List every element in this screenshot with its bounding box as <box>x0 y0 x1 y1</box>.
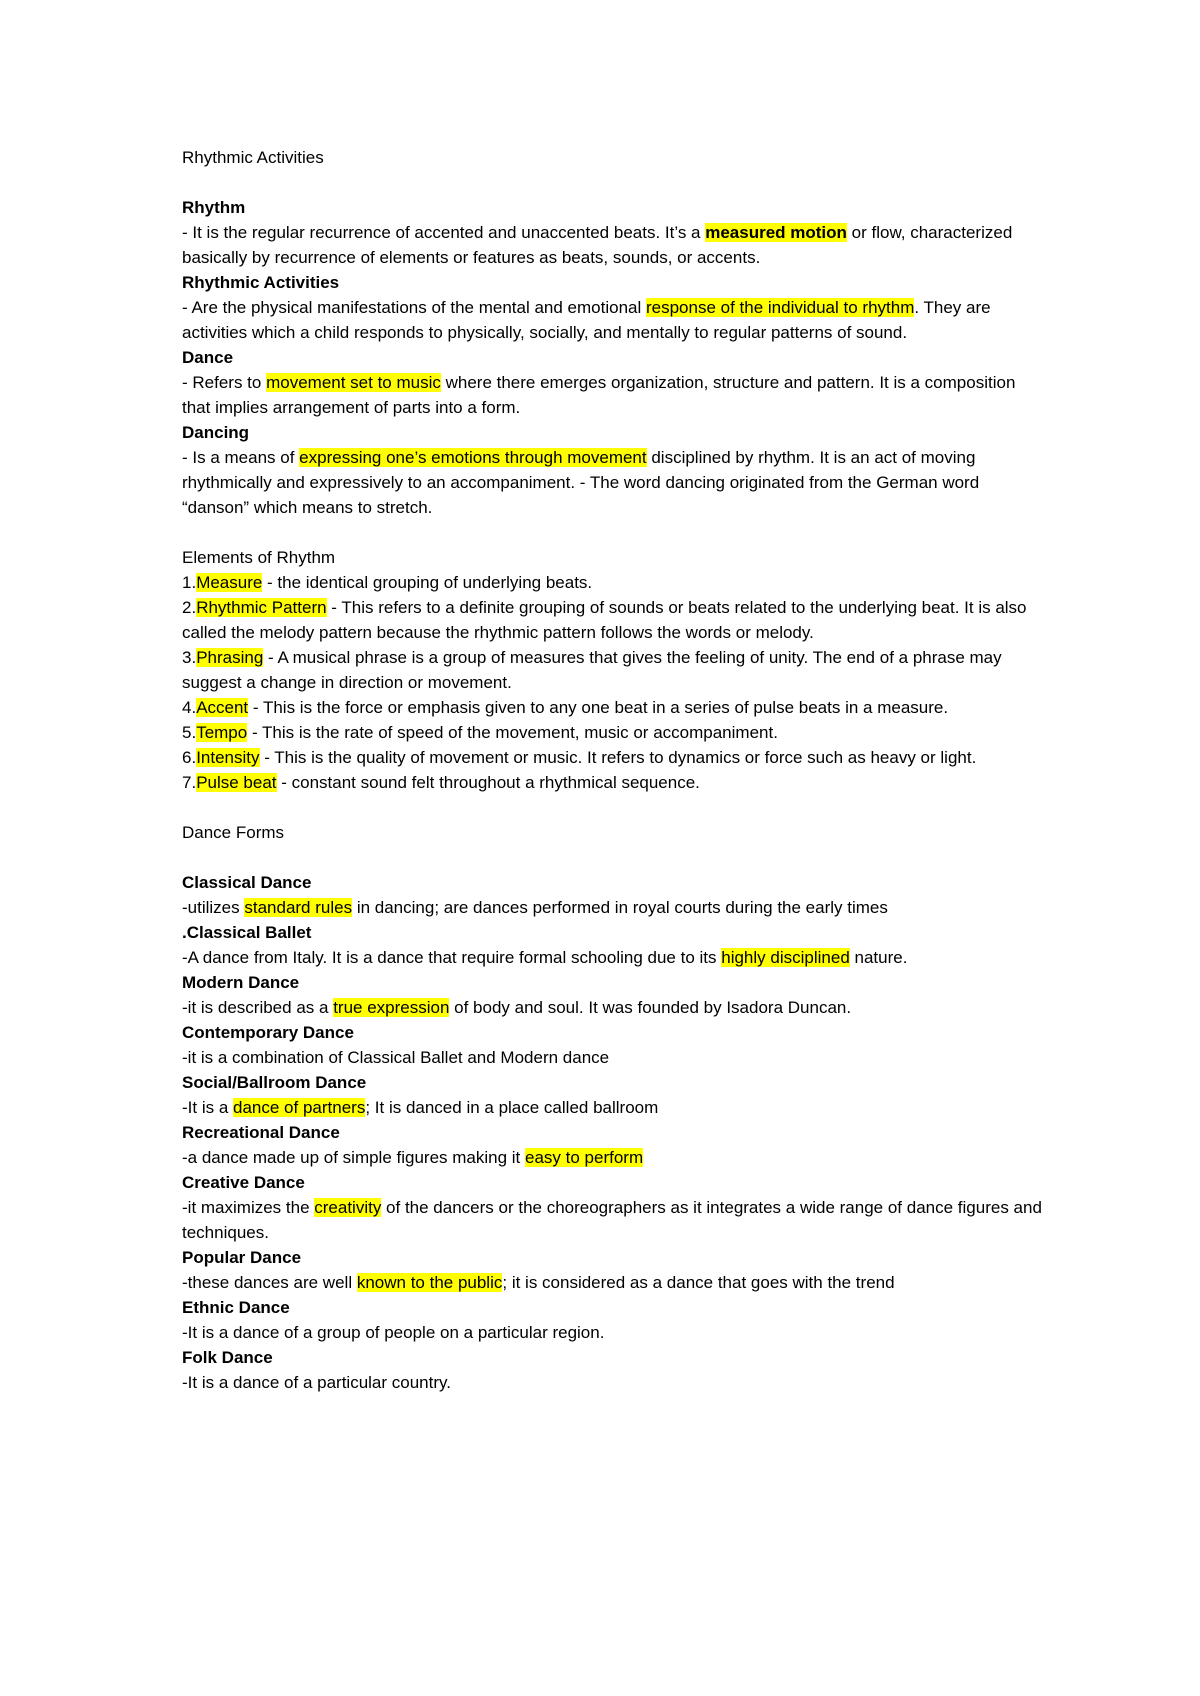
document-page <box>182 145 1042 1395</box>
element-term: Phrasing <box>196 648 264 667</box>
element-term: Pulse beat <box>196 773 277 792</box>
dance-form-name: .Classical Ballet <box>182 923 312 942</box>
dance-form-text-2: in dancing; are dances performed in royal courts during the early times <box>352 898 888 917</box>
element-item <box>182 645 1042 695</box>
dance-form-description <box>182 1095 1042 1120</box>
element-item <box>182 720 1042 745</box>
elements-heading: Elements of Rhythm <box>182 548 336 567</box>
dance-definition <box>182 370 1042 420</box>
element-number: 3. <box>182 648 197 667</box>
element-number: 7. <box>182 773 197 792</box>
dance-form-highlight: easy to perform <box>525 1148 644 1167</box>
dancing-highlight: expressing one’s emotions through movement <box>299 448 647 467</box>
element-description: - This is the rate of speed of the movement, music or accompaniment. <box>247 723 778 742</box>
element-item <box>182 570 1042 595</box>
rhythm-heading: Rhythm <box>182 198 246 217</box>
dance-form-description <box>182 995 1042 1020</box>
element-item <box>182 695 1042 720</box>
dance-form-text-1: -A dance from Italy. It is a dance that require formal schooling due to its <box>182 948 722 967</box>
dance-form-text-1: -It is a dance of a particular country. <box>182 1373 451 1392</box>
rhythmic-activities-text-1: - Are the physical manifestations of the mental and emotional <box>182 298 646 317</box>
element-item <box>182 595 1042 645</box>
dance-form-name: Popular Dance <box>182 1248 302 1267</box>
document-title: Rhythmic Activities <box>182 148 324 167</box>
dance-form-text-2: of body and soul. It was founded by Isadora Duncan. <box>449 998 852 1017</box>
spacer <box>182 845 1042 870</box>
element-description: - constant sound felt throughout a rhythmical sequence. <box>276 773 700 792</box>
dance-form-description <box>182 1320 1042 1345</box>
dance-form-text-1: -It is a dance of a group of people on a particular region. <box>182 1323 605 1342</box>
dance-form-name: Folk Dance <box>182 1348 273 1367</box>
element-number: 6. <box>182 748 197 767</box>
dance-forms-heading: Dance Forms <box>182 823 285 842</box>
dance-form-description <box>182 895 1042 920</box>
dance-form-highlight: highly disciplined <box>721 948 850 967</box>
dance-form-text-2: ; it is considered as a dance that goes with the trend <box>502 1273 895 1292</box>
dance-form-name: Modern Dance <box>182 973 300 992</box>
element-description: - This is the force or emphasis given to any one beat in a series of pulse beats in a measure. <box>248 698 949 717</box>
element-number: 5. <box>182 723 197 742</box>
dance-text-1: - Refers to <box>182 373 267 392</box>
dancing-definition <box>182 445 1042 520</box>
element-description: - This is the quality of movement or music. It refers to dynamics or force such as heavy or light. <box>259 748 977 767</box>
dance-heading: Dance <box>182 348 234 367</box>
dance-form-name: Creative Dance <box>182 1173 305 1192</box>
dance-form-name: Contemporary Dance <box>182 1023 354 1042</box>
dance-forms-list <box>182 870 1042 1395</box>
dance-form-highlight: dance of partners <box>233 1098 366 1117</box>
dancing-text-2: disciplined by rhythm. It is an act of moving rhythmically and expressively to an accompaniment. - The word dancing originated from the German word “danson” which means to stretch. <box>182 448 980 517</box>
dance-form-name: Classical Dance <box>182 873 312 892</box>
element-description: - This refers to a definite grouping of sounds or beats related to the underlying beat. It is also called the melody pattern because the rhythmic pattern follows the words or melody. <box>182 598 1027 642</box>
element-term: Measure <box>196 573 263 592</box>
dance-highlight: movement set to music <box>266 373 441 392</box>
rhythm-text-2: or flow, characterized basically by recurrence of elements or features as beats, sounds, or accents. <box>182 223 1013 267</box>
dancing-text-1: - Is a means of <box>182 448 300 467</box>
dance-form-description <box>182 1195 1042 1245</box>
element-description: - the identical grouping of underlying beats. <box>262 573 593 592</box>
dance-form-text-2: ; It is danced in a place called ballroom <box>365 1098 659 1117</box>
element-term: Intensity <box>196 748 260 767</box>
spacer <box>182 170 1042 195</box>
element-number: 1. <box>182 573 197 592</box>
dance-form-description <box>182 1270 1042 1295</box>
spacer <box>182 520 1042 545</box>
dance-form-text-1: -It is a <box>182 1098 234 1117</box>
element-item <box>182 770 1042 795</box>
dance-form-text-1: -utilizes <box>182 898 245 917</box>
element-term: Tempo <box>196 723 248 742</box>
dancing-heading: Dancing <box>182 423 250 442</box>
dance-form-highlight: creativity <box>314 1198 382 1217</box>
element-term: Accent <box>196 698 249 717</box>
rhythm-highlight: measured motion <box>705 223 847 242</box>
dance-form-text-2: nature. <box>849 948 908 967</box>
rhythmic-activities-heading: Rhythmic Activities <box>182 273 340 292</box>
dance-form-text-1: -a dance made up of simple figures making it <box>182 1148 526 1167</box>
element-number: 4. <box>182 698 197 717</box>
dance-form-name: Social/Ballroom Dance <box>182 1073 367 1092</box>
dance-form-description <box>182 1045 1042 1070</box>
dance-form-text-1: -it maximizes the <box>182 1198 315 1217</box>
element-description: - A musical phrase is a group of measures that gives the feeling of unity. The end of a phrase may suggest a change in direction or movement. <box>182 648 1002 692</box>
rhythm-text-1: - It is the regular recurrence of accented and unaccented beats. It’s a <box>182 223 706 242</box>
rhythmic-activities-definition <box>182 295 1042 345</box>
dance-form-text-2: of the dancers or the choreographers as it integrates a wide range of dance figures and techniques. <box>182 1198 1042 1242</box>
spacer <box>182 795 1042 820</box>
dance-form-description <box>182 945 1042 970</box>
element-item <box>182 745 1042 770</box>
dance-form-description <box>182 1370 1042 1395</box>
dance-form-name: Ethnic Dance <box>182 1298 290 1317</box>
dance-form-name: Recreational Dance <box>182 1123 340 1142</box>
dance-form-highlight: standard rules <box>244 898 353 917</box>
rhythmic-activities-text-2: . They are activities which a child responds to physically, socially, and mentally to regular patterns of sound. <box>182 298 991 342</box>
dance-form-text-1: -it is a combination of Classical Ballet and Modern dance <box>182 1048 610 1067</box>
dance-form-text-1: -these dances are well <box>182 1273 357 1292</box>
rhythmic-activities-highlight: response of the individual to rhythm <box>645 298 915 317</box>
dance-form-description <box>182 1145 1042 1170</box>
element-number: 2. <box>182 598 197 617</box>
dance-form-highlight: known to the public <box>356 1273 503 1292</box>
element-term: Rhythmic Pattern <box>196 598 327 617</box>
dance-text-2: where there emerges organization, structure and pattern. It is a composition that implies arrangement of parts into a form. <box>182 373 1016 417</box>
dance-form-text-1: -it is described as a <box>182 998 334 1017</box>
rhythm-definition <box>182 220 1042 270</box>
dance-form-highlight: true expression <box>333 998 450 1017</box>
elements-list <box>182 570 1042 795</box>
